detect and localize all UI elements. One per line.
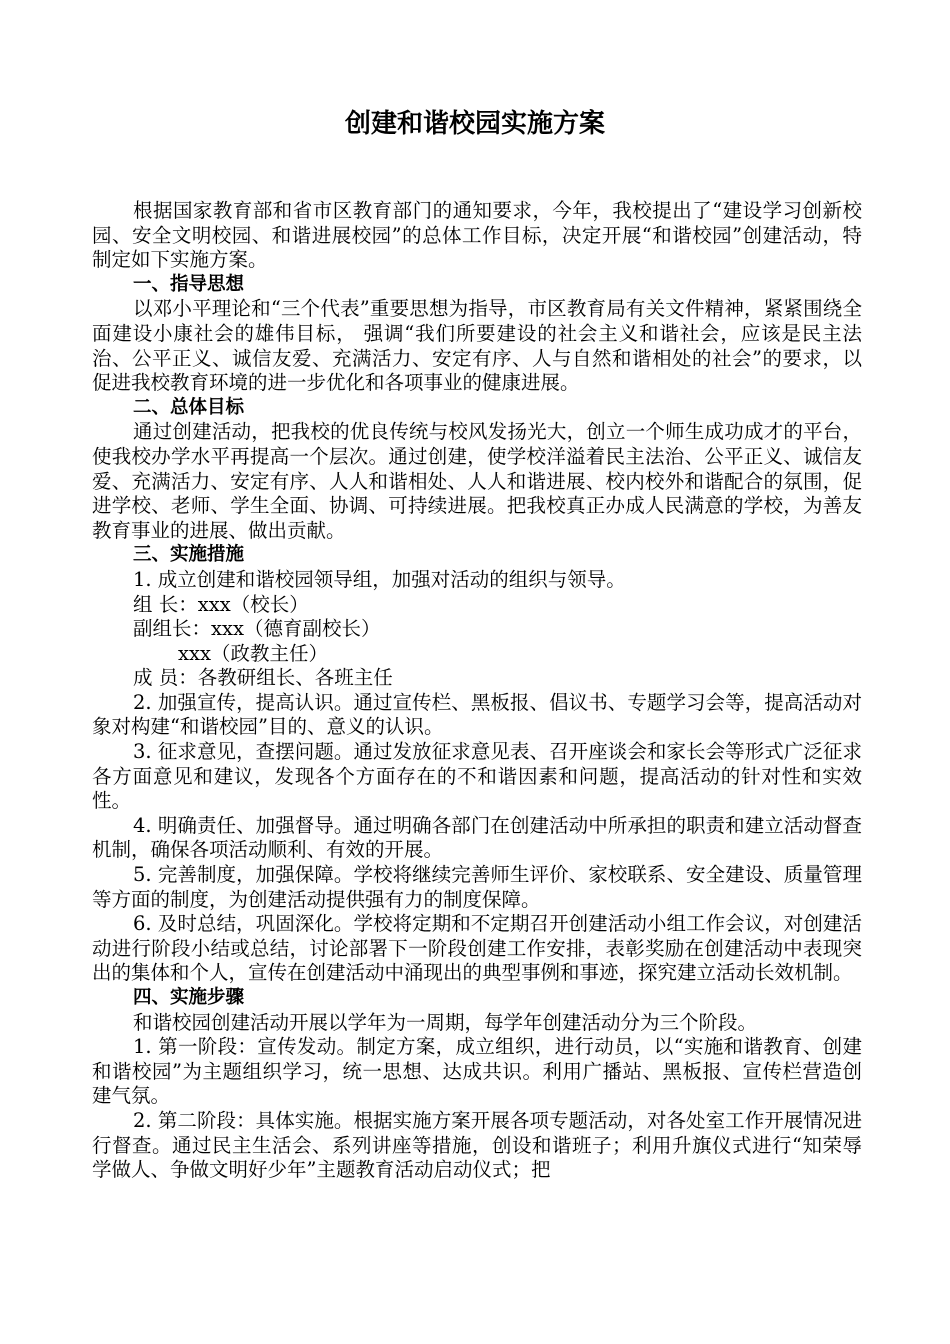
document-title: 创建和谐校园实施方案 (344, 109, 605, 139)
document-body (92, 199, 862, 1183)
measure-item-1: 1. 成立创建和谐校园领导组，加强对活动的组织与领导。 (133, 567, 626, 591)
measure-item-5: 5. 完善制度，加强保障。学校将继续完善师生评价、家校联系、安全建设、质量管理等方面的制度，为创建活动提供强有力的制度保障。 (92, 863, 862, 911)
section-heading-guiding-thought: 一、指导思想 (133, 273, 245, 295)
members-line: 成 员：各教研组长、各班主任 (133, 666, 393, 690)
vice-leader-line-2: xxx（政教主任） (178, 641, 328, 665)
vice-leader-line: 副组长：xxx（德育副校长） (133, 617, 381, 641)
section-heading-overall-goal: 二、总体目标 (133, 396, 245, 418)
intro-paragraph: 根据国家教育部和省市区教育部门的通知要求，今年，我校提出了“建设学习创新校园、安全文明校园、和谐进展校园”的总体工作目标，决定开展“和谐校园”创建活动，特制定如下实施方案。 (92, 199, 862, 272)
measure-item-4: 4. 明确责任、加强督导。通过明确各部门在创建活动中所承担的职责和建立活动督查机制，确保各项活动顺利、有效的开展。 (92, 813, 862, 862)
leader-line: 组 长：xxx（校长） (133, 592, 309, 616)
step-item-2: 2. 第二阶段：具体实施。根据实施方案开展各项专题活动，对各处室工作开展情况进行督查。通过民主生活会、系列讲座等措施，创设和谐班子；利用升旗仪式进行“知荣辱学做人、争做文明好少年”主题教育活动启动仪式；把 (92, 1108, 862, 1182)
section-heading-measures: 三、实施措施 (133, 544, 245, 566)
overall-goal-paragraph: 通过创建活动，把我校的优良传统与校风发扬光大，创立一个师生成功成才的平台，使我校办学水平再提高一个层次。通过创建，使学校洋溢着民主法治、公平正义、诚信友爱、充满活力、安定有序、人人和谐相处、人人和谐进展、校内校外和谐配合的氛围，促进学校、老师、学生全面、协调、可持续进展。把我校真正办成人民满意的学校，为善友教育事业的进展、做出贡献。 (92, 420, 862, 542)
measure-item-6: 6. 及时总结，巩固深化。学校将定期和不定期召开创建活动小组工作会议，对创建活动进行阶段小结或总结，讨论部署下一阶段创建工作安排，表彰奖励在创建活动中表现突出的集体和个人，宣传在创建活动中涌现出的典型事例和事迹，探究建立活动长效机制。 (92, 912, 862, 985)
steps-intro-paragraph: 和谐校园创建活动开展以学年为一周期，每学年创建活动分为三个阶段。 (133, 1010, 758, 1034)
section-heading-steps: 四、实施步骤 (133, 987, 245, 1008)
step-item-1: 1. 第一阶段：宣传发动。制定方案，成立组织，进行动员，以“实施和谐教育、创建和谐校园”为主题组织学习，统一思想、达成共识。利用广播站、黑板报、宣传栏营造创建气氛。 (92, 1035, 862, 1108)
measure-item-2: 2. 加强宣传，提高认识。通过宣传栏、黑板报、倡议书、专题学习会等，提高活动对象对构建“和谐校园”目的、意义的认识。 (92, 690, 862, 739)
guiding-thought-paragraph: 以邓小平理论和“三个代表”重要思想为指导，市区教育局有关文件精神，紧紧围绕全面建设小康社会的雄伟目标， 强调“我们所要建设的社会主义和谐社会，应该是民主法治、公平正义、诚信友爱、充满活力、安定有序、人与自然和谐相处的社会”的要求，以促进我校教育环境的进一步优化和各项事业的健康进展。 (92, 297, 862, 395)
measure-item-3: 3. 征求意见，查摆问题。通过发放征求意见表、召开座谈会和家长会等形式广泛征求各方面意见和建议，发现各个方面存在的不和谐因素和问题，提高活动的针对性和实效性。 (92, 740, 862, 813)
